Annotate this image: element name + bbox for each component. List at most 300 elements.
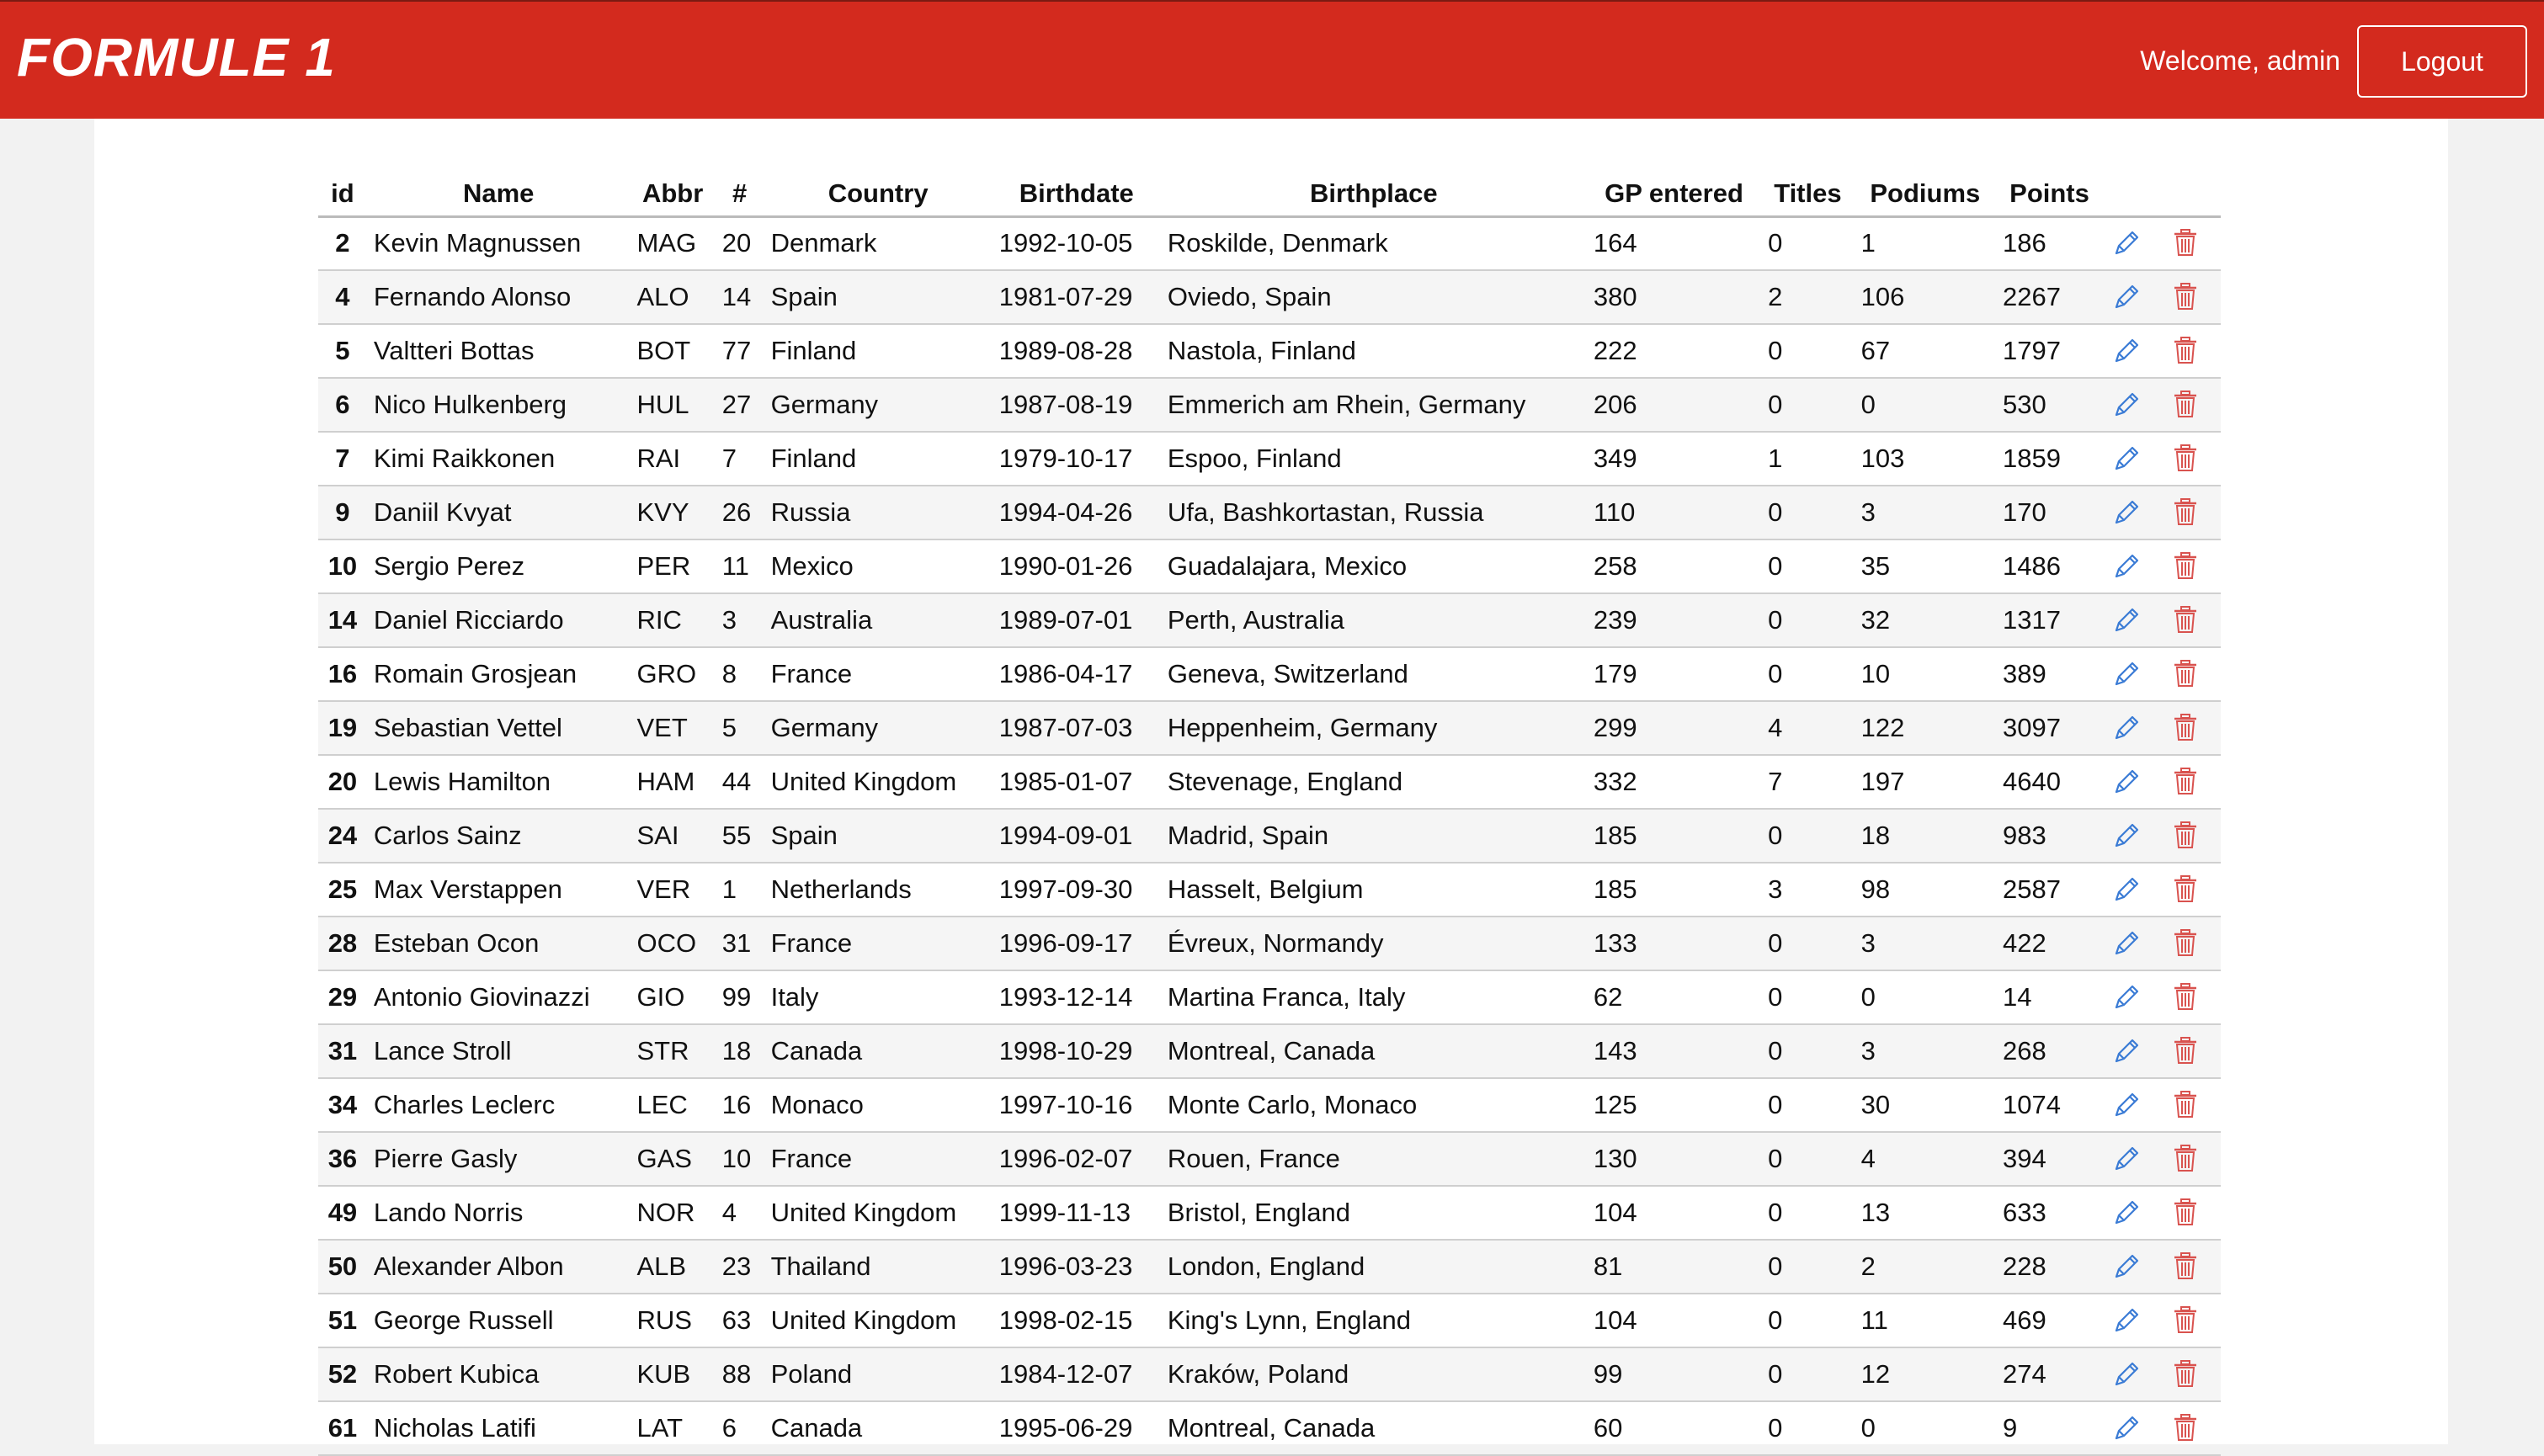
table-row [318,863,2221,917]
cell-abbr: OCO [630,917,715,970]
cell-number: 44 [716,755,764,809]
cell-edit [2103,1240,2162,1294]
cell-gp-entered: 62 [1587,970,1761,1024]
table-row [318,1186,2221,1240]
cell-titles: 0 [1761,1240,1855,1294]
cell-delete [2162,1132,2221,1186]
cell-edit [2103,324,2162,378]
cell-name: Nico Hulkenberg [367,378,631,432]
cell-birthplace: Roskilde, Denmark [1161,216,1587,270]
cell-birthdate: 1998-02-15 [993,1294,1161,1347]
cell-abbr: PER [630,539,715,593]
cell-gp-entered: 179 [1587,647,1761,701]
cell-name: George Russell [367,1294,631,1347]
table-row [318,1294,2221,1347]
cell-podiums: 106 [1855,270,1996,324]
welcome-message: Welcome, admin [2140,45,2340,76]
cell-edit [2103,1294,2162,1347]
cell-country: Russia [764,486,993,539]
cell-name: Lewis Hamilton [367,755,631,809]
table-row [318,216,2221,270]
cell-country: Spain [764,270,993,324]
edit-icon[interactable] [2110,819,2143,853]
cell-gp-entered: 239 [1587,593,1761,647]
cell-name: Esteban Ocon [367,917,631,970]
cell-name: Alexander Albon [367,1240,631,1294]
cell-country: Italy [764,970,993,1024]
cell-birthdate: 1997-09-30 [993,863,1161,917]
cell-delete [2162,809,2221,863]
cell-titles: 0 [1761,378,1855,432]
cell-abbr: RAI [630,432,715,486]
cell-country: Canada [764,1401,993,1455]
cell-number: 99 [716,970,764,1024]
edit-icon[interactable] [2110,1250,2143,1283]
cell-id: 7 [318,432,367,486]
cell-points: 170 [1996,486,2103,539]
cell-gp-entered: 299 [1587,701,1761,755]
table-row [318,701,2221,755]
cell-country: Netherlands [764,863,993,917]
delete-icon[interactable] [2169,334,2202,368]
cell-delete [2162,270,2221,324]
cell-name: Fernando Alonso [367,270,631,324]
cell-delete [2162,755,2221,809]
cell-gp-entered: 349 [1587,432,1761,486]
cell-abbr: GIO [630,970,715,1024]
cell-number: 16 [716,1078,764,1132]
cell-country: France [764,917,993,970]
cell-number: 8 [716,647,764,701]
edit-icon[interactable] [2110,334,2143,368]
cell-country: Germany [764,701,993,755]
top-bar [0,0,2544,119]
cell-delete [2162,970,2221,1024]
cell-name: Lance Stroll [367,1024,631,1078]
cell-edit [2103,1078,2162,1132]
column-header-name[interactable]: Name [367,164,631,216]
cell-country: Poland [764,1347,993,1401]
table-row [318,1347,2221,1401]
cell-birthplace: Nastola, Finland [1161,324,1587,378]
cell-podiums: 35 [1855,539,1996,593]
cell-name: Daniel Ricciardo [367,593,631,647]
cell-birthplace: Ufa, Bashkortastan, Russia [1161,486,1587,539]
cell-number: 31 [716,917,764,970]
cell-name: Romain Grosjean [367,647,631,701]
main-content [94,119,2448,1444]
cell-birthplace: Geneva, Switzerland [1161,647,1587,701]
edit-icon[interactable] [2110,927,2143,960]
cell-edit [2103,1132,2162,1186]
cell-points: 983 [1996,809,2103,863]
cell-points: 9 [1996,1401,2103,1455]
cell-id: 10 [318,539,367,593]
cell-edit [2103,486,2162,539]
cell-titles: 7 [1761,755,1855,809]
cell-gp-entered: 258 [1587,539,1761,593]
cell-birthdate: 1992-10-05 [993,216,1161,270]
cell-abbr: VET [630,701,715,755]
cell-id: 28 [318,917,367,970]
cell-titles: 0 [1761,486,1855,539]
cell-name: Lando Norris [367,1186,631,1240]
delete-icon[interactable] [2169,388,2202,422]
edit-icon[interactable] [2110,980,2143,1014]
cell-id: 29 [318,970,367,1024]
column-header-id[interactable]: id [318,164,367,216]
cell-titles: 0 [1761,647,1855,701]
cell-abbr: VER [630,863,715,917]
cell-abbr: LAT [630,1401,715,1455]
cell-podiums: 2 [1855,1240,1996,1294]
cell-birthdate: 1989-07-01 [993,593,1161,647]
cell-birthplace: Évreux, Normandy [1161,917,1587,970]
edit-icon[interactable] [2110,657,2143,691]
cell-birthdate: 1996-09-17 [993,917,1161,970]
cell-id: 49 [318,1186,367,1240]
cell-name: Max Verstappen [367,863,631,917]
drivers-table [318,164,2221,1456]
cell-birthplace: Emmerich am Rhein, Germany [1161,378,1587,432]
cell-delete [2162,378,2221,432]
cell-id: 6 [318,378,367,432]
column-header-edit [2103,164,2162,216]
cell-birthplace: Bristol, England [1161,1186,1587,1240]
cell-gp-entered: 110 [1587,486,1761,539]
cell-number: 5 [716,701,764,755]
cell-delete [2162,647,2221,701]
cell-name: Robert Kubica [367,1347,631,1401]
cell-delete [2162,701,2221,755]
cell-name: Antonio Giovinazzi [367,970,631,1024]
cell-podiums: 32 [1855,593,1996,647]
edit-icon[interactable] [2110,1034,2143,1068]
cell-number: 4 [716,1186,764,1240]
cell-edit [2103,593,2162,647]
delete-icon[interactable] [2169,550,2202,583]
column-header-points[interactable]: Points [1996,164,2103,216]
delete-icon[interactable] [2169,1034,2202,1068]
delete-icon[interactable] [2169,496,2202,529]
cell-abbr: STR [630,1024,715,1078]
cell-points: 268 [1996,1024,2103,1078]
cell-titles: 0 [1761,1132,1855,1186]
table-row [318,1078,2221,1132]
cell-country: Spain [764,809,993,863]
cell-points: 4640 [1996,755,2103,809]
cell-abbr: GAS [630,1132,715,1186]
delete-icon[interactable] [2169,1411,2202,1445]
cell-podiums: 0 [1855,970,1996,1024]
edit-icon[interactable] [2110,550,2143,583]
cell-birthplace: Espoo, Finland [1161,432,1587,486]
logo-text: FORMULE 1 [17,30,336,84]
table-row [318,486,2221,539]
edit-icon[interactable] [2110,1304,2143,1337]
edit-icon[interactable] [2110,1142,2143,1176]
cell-country: Australia [764,593,993,647]
cell-number: 6 [716,1401,764,1455]
delete-icon[interactable] [2169,765,2202,799]
cell-country: Finland [764,324,993,378]
cell-edit [2103,1347,2162,1401]
cell-delete [2162,324,2221,378]
cell-titles: 0 [1761,216,1855,270]
cell-delete [2162,1078,2221,1132]
cell-delete [2162,593,2221,647]
cell-name: Daniil Kvyat [367,486,631,539]
cell-birthdate: 1994-09-01 [993,809,1161,863]
edit-icon[interactable] [2110,442,2143,476]
cell-country: United Kingdom [764,1186,993,1240]
cell-podiums: 0 [1855,378,1996,432]
table-row [318,809,2221,863]
column-header-gp-entered[interactable]: GP entered [1587,164,1761,216]
cell-delete [2162,1240,2221,1294]
cell-podiums: 3 [1855,1024,1996,1078]
cell-gp-entered: 99 [1587,1347,1761,1401]
column-header-number[interactable]: # [716,164,764,216]
cell-birthdate: 1999-11-13 [993,1186,1161,1240]
cell-points: 394 [1996,1132,2103,1186]
column-header-birthplace[interactable]: Birthplace [1161,164,1587,216]
cell-podiums: 103 [1855,432,1996,486]
column-header-country[interactable]: Country [764,164,993,216]
cell-titles: 1 [1761,432,1855,486]
cell-titles: 0 [1761,917,1855,970]
cell-abbr: BOT [630,324,715,378]
edit-icon[interactable] [2110,765,2143,799]
edit-icon[interactable] [2110,388,2143,422]
edit-icon[interactable] [2110,603,2143,637]
delete-icon[interactable] [2169,1142,2202,1176]
cell-abbr: ALB [630,1240,715,1294]
cell-country: Mexico [764,539,993,593]
delete-icon[interactable] [2169,1196,2202,1230]
cell-country: Thailand [764,1240,993,1294]
cell-edit [2103,809,2162,863]
cell-birthdate: 1997-10-16 [993,1078,1161,1132]
cell-points: 1486 [1996,539,2103,593]
cell-podiums: 197 [1855,755,1996,809]
cell-gp-entered: 125 [1587,1078,1761,1132]
cell-id: 14 [318,593,367,647]
cell-id: 51 [318,1294,367,1347]
cell-gp-entered: 206 [1587,378,1761,432]
cell-number: 14 [716,270,764,324]
cell-delete [2162,216,2221,270]
cell-podiums: 11 [1855,1294,1996,1347]
cell-abbr: HUL [630,378,715,432]
edit-icon[interactable] [2110,1411,2143,1445]
column-header-titles[interactable]: Titles [1761,164,1855,216]
cell-abbr: KVY [630,486,715,539]
cell-name: Charles Leclerc [367,1078,631,1132]
cell-delete [2162,1186,2221,1240]
cell-points: 530 [1996,378,2103,432]
cell-abbr: SAI [630,809,715,863]
table-row [318,270,2221,324]
cell-podiums: 10 [1855,647,1996,701]
cell-points: 14 [1996,970,2103,1024]
cell-country: Monaco [764,1078,993,1132]
cell-name: Kimi Raikkonen [367,432,631,486]
cell-country: Germany [764,378,993,432]
cell-country: United Kingdom [764,755,993,809]
cell-birthdate: 1984-12-07 [993,1347,1161,1401]
cell-id: 36 [318,1132,367,1186]
cell-podiums: 3 [1855,917,1996,970]
table-row [318,539,2221,593]
delete-icon[interactable] [2169,603,2202,637]
cell-name: Sergio Perez [367,539,631,593]
cell-country: Canada [764,1024,993,1078]
edit-icon[interactable] [2110,280,2143,314]
cell-id: 24 [318,809,367,863]
table-row [318,647,2221,701]
cell-birthdate: 1981-07-29 [993,270,1161,324]
cell-country: Denmark [764,216,993,270]
cell-birthdate: 1987-08-19 [993,378,1161,432]
cell-number: 20 [716,216,764,270]
cell-points: 2587 [1996,863,2103,917]
cell-gp-entered: 143 [1587,1024,1761,1078]
delete-icon[interactable] [2169,1304,2202,1337]
cell-country: United Kingdom [764,1294,993,1347]
cell-abbr: HAM [630,755,715,809]
cell-titles: 0 [1761,1294,1855,1347]
cell-podiums: 3 [1855,486,1996,539]
cell-points: 1859 [1996,432,2103,486]
cell-edit [2103,917,2162,970]
table-row [318,324,2221,378]
cell-points: 228 [1996,1240,2103,1294]
delete-icon[interactable] [2169,1088,2202,1122]
cell-birthdate: 1994-04-26 [993,486,1161,539]
cell-points: 1797 [1996,324,2103,378]
delete-icon[interactable] [2169,442,2202,476]
cell-edit [2103,432,2162,486]
cell-id: 50 [318,1240,367,1294]
cell-number: 63 [716,1294,764,1347]
cell-id: 52 [318,1347,367,1401]
table-row [318,1024,2221,1078]
cell-gp-entered: 130 [1587,1132,1761,1186]
edit-icon[interactable] [2110,1358,2143,1391]
column-header-podiums[interactable]: Podiums [1855,164,1996,216]
delete-icon[interactable] [2169,280,2202,314]
cell-delete [2162,1347,2221,1401]
delete-icon[interactable] [2169,1358,2202,1391]
cell-delete [2162,863,2221,917]
cell-birthplace: King's Lynn, England [1161,1294,1587,1347]
table-row [318,378,2221,432]
cell-birthdate: 1990-01-26 [993,539,1161,593]
cell-delete [2162,432,2221,486]
column-header-abbr[interactable]: Abbr [630,164,715,216]
edit-icon[interactable] [2110,711,2143,745]
cell-number: 3 [716,593,764,647]
cell-titles: 0 [1761,539,1855,593]
delete-icon[interactable] [2169,657,2202,691]
cell-birthdate: 1993-12-14 [993,970,1161,1024]
cell-gp-entered: 104 [1587,1294,1761,1347]
cell-gp-entered: 60 [1587,1401,1761,1455]
table-row [318,432,2221,486]
cell-name: Kevin Magnussen [367,216,631,270]
cell-delete [2162,917,2221,970]
cell-birthplace: Madrid, Spain [1161,809,1587,863]
table-body [318,216,2221,1455]
cell-podiums: 13 [1855,1186,1996,1240]
column-header-birthdate[interactable]: Birthdate [993,164,1161,216]
delete-icon[interactable] [2169,711,2202,745]
cell-id: 61 [318,1401,367,1455]
delete-icon[interactable] [2169,980,2202,1014]
delete-icon[interactable] [2169,1250,2202,1283]
table-row [318,593,2221,647]
cell-abbr: RIC [630,593,715,647]
cell-titles: 0 [1761,593,1855,647]
table-row [318,970,2221,1024]
cell-edit [2103,647,2162,701]
cell-titles: 0 [1761,324,1855,378]
delete-icon[interactable] [2169,819,2202,853]
table-row [318,1240,2221,1294]
cell-birthplace: Martina Franca, Italy [1161,970,1587,1024]
cell-number: 77 [716,324,764,378]
cell-birthdate: 1979-10-17 [993,432,1161,486]
cell-points: 469 [1996,1294,2103,1347]
cell-birthdate: 1996-03-23 [993,1240,1161,1294]
cell-id: 34 [318,1078,367,1132]
delete-icon[interactable] [2169,927,2202,960]
cell-abbr: LEC [630,1078,715,1132]
edit-icon[interactable] [2110,873,2143,906]
cell-abbr: NOR [630,1186,715,1240]
edit-icon[interactable] [2110,226,2143,260]
cell-edit [2103,216,2162,270]
cell-edit [2103,1024,2162,1078]
cell-delete [2162,1294,2221,1347]
cell-edit [2103,970,2162,1024]
cell-abbr: MAG [630,216,715,270]
cell-points: 422 [1996,917,2103,970]
cell-points: 1317 [1996,593,2103,647]
edit-icon[interactable] [2110,496,2143,529]
edit-icon[interactable] [2110,1196,2143,1230]
cell-id: 16 [318,647,367,701]
cell-titles: 0 [1761,1347,1855,1401]
cell-titles: 0 [1761,1024,1855,1078]
edit-icon[interactable] [2110,1088,2143,1122]
cell-edit [2103,378,2162,432]
cell-number: 7 [716,432,764,486]
cell-gp-entered: 104 [1587,1186,1761,1240]
logout-button[interactable]: Logout [2357,25,2527,98]
cell-birthplace: Hasselt, Belgium [1161,863,1587,917]
formule1-logo[interactable] [17,30,354,84]
delete-icon[interactable] [2169,873,2202,906]
delete-icon[interactable] [2169,226,2202,260]
cell-birthplace: Kraków, Poland [1161,1347,1587,1401]
cell-country: Finland [764,432,993,486]
cell-birthplace: Heppenheim, Germany [1161,701,1587,755]
cell-gp-entered: 222 [1587,324,1761,378]
cell-birthdate: 1987-07-03 [993,701,1161,755]
cell-titles: 4 [1761,701,1855,755]
